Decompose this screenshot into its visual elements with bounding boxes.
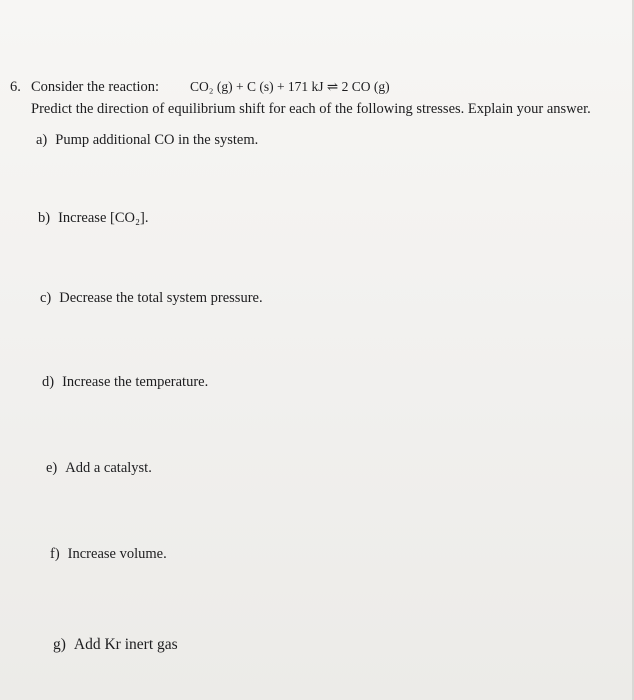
part-f <box>50 546 167 563</box>
part-text: Add a catalyst. <box>65 460 152 476</box>
question-intro: Consider the reaction: <box>31 79 160 95</box>
part-text: Add Kr inert gas <box>73 636 178 653</box>
part-letter: a) <box>36 132 48 148</box>
part-letter: c) <box>40 290 52 306</box>
part-c <box>40 290 263 307</box>
part-text: Decrease the total system pressure. <box>59 290 263 306</box>
part-b <box>38 210 149 227</box>
question-number: 6. <box>10 79 21 95</box>
part-a <box>36 132 258 149</box>
part-text: Increase [CO₂]. <box>58 210 149 226</box>
part-letter: g) <box>53 636 66 653</box>
part-g <box>53 636 178 654</box>
part-letter: b) <box>38 210 51 226</box>
part-text: Increase volume. <box>67 546 167 562</box>
part-e <box>46 460 152 477</box>
part-text: Increase the temperature. <box>62 374 209 390</box>
part-d <box>42 374 208 391</box>
part-letter: e) <box>46 460 58 476</box>
part-letter: d) <box>42 374 55 390</box>
part-letter: f) <box>50 546 60 562</box>
part-text: Pump additional CO in the system. <box>55 132 259 148</box>
question-prompt: Predict the direction of equilibrium shift for each of the following stresses. Explain your answer. <box>31 101 591 117</box>
reaction-equation: CO₂ (g) + C (s) + 171 kJ ⇌ 2 CO (g) <box>190 79 390 94</box>
